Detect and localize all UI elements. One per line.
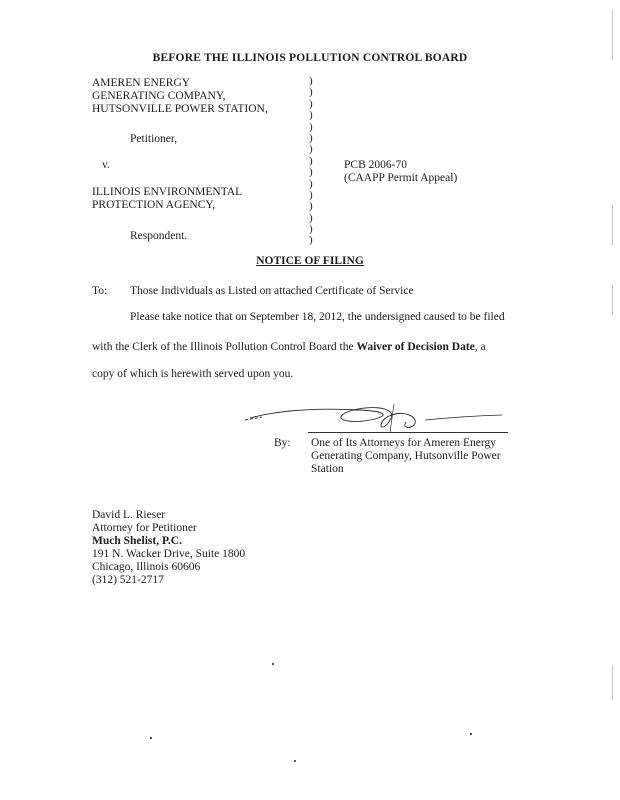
paren: ) [309,97,313,110]
paren: ) [309,120,313,133]
paren: ) [309,166,313,179]
paren: ) [309,211,313,224]
to-recipients: Those Individuals as Listed on attached Certificate of Service [130,285,414,297]
scan-speck [272,663,274,665]
scan-edge-mark [612,10,613,60]
firm-address-line-1: 191 N. Wacker Drive, Suite 1800 [92,548,246,560]
notice-title: NOTICE OF FILING [256,255,364,267]
case-number: PCB 2006-70 [344,159,407,171]
paren: ) [309,86,313,99]
signature-line-2: Generating Company, Hutsonville Power [311,450,501,462]
caption-paren-column [309,76,319,247]
petitioner-role: Petitioner, [130,133,178,145]
paren: ) [309,200,313,213]
paren: ) [309,109,313,122]
paren: ) [309,234,313,247]
notice-paragraph-line-2-end: , a [474,341,486,353]
paren: ) [309,223,313,236]
paren: ) [309,177,313,190]
attorney-role: Attorney for Petitioner [92,522,197,534]
notice-paragraph-line-2 [92,341,486,353]
firm-phone: (312) 521-2717 [92,574,164,586]
firm-address-line-2: Chicago, Illinois 60606 [92,561,201,573]
paren: ) [309,143,313,156]
signature-line-1: One of Its Attorneys for Ameren Energy [311,437,497,449]
scan-speck [294,760,296,762]
paren: ) [309,75,313,87]
versus-label: v. [102,159,110,171]
notice-paragraph-line-1: Please take notice that on September 18, 2012, the undersigned caused to be filed [130,311,505,323]
petitioner-name-line-2: GENERATING COMPANY, [92,90,226,102]
case-type: (CAAPP Permit Appeal) [344,172,458,184]
scan-speck [470,733,472,735]
paren: ) [309,154,313,167]
respondent-role: Respondent. [130,230,188,242]
attorney-name: David L. Rieser [92,509,166,521]
paren: ) [309,131,313,144]
respondent-name-line-1: ILLINOIS ENVIRONMENTAL [92,186,243,198]
notice-paragraph-line-2-start: with the Clerk of the Illinois Pollution Control Board the [92,341,357,353]
scan-edge-mark [612,205,613,245]
respondent-name-line-2: PROTECTION AGENCY, [92,199,216,211]
notice-paragraph-line-3: copy of which is herewith served upon you. [92,368,294,380]
scan-edge-mark [612,285,613,315]
by-label: By: [274,437,291,449]
law-firm-name: Much Shelist, P.C. [92,535,182,547]
petitioner-name-line-3: HUTSONVILLE POWER STATION, [92,103,268,115]
petitioner-name-line-1: AMEREN ENERGY [92,77,191,89]
signature-line-3: Station [311,463,344,475]
signature-line [308,432,508,433]
paren: ) [309,188,313,201]
document-title: Waiver of Decision Date [356,341,475,353]
to-label: To: [92,285,108,297]
scan-edge-mark [612,665,613,700]
board-title: BEFORE THE ILLINOIS POLLUTION CONTROL BOARD [152,52,468,64]
scan-speck [150,737,152,739]
